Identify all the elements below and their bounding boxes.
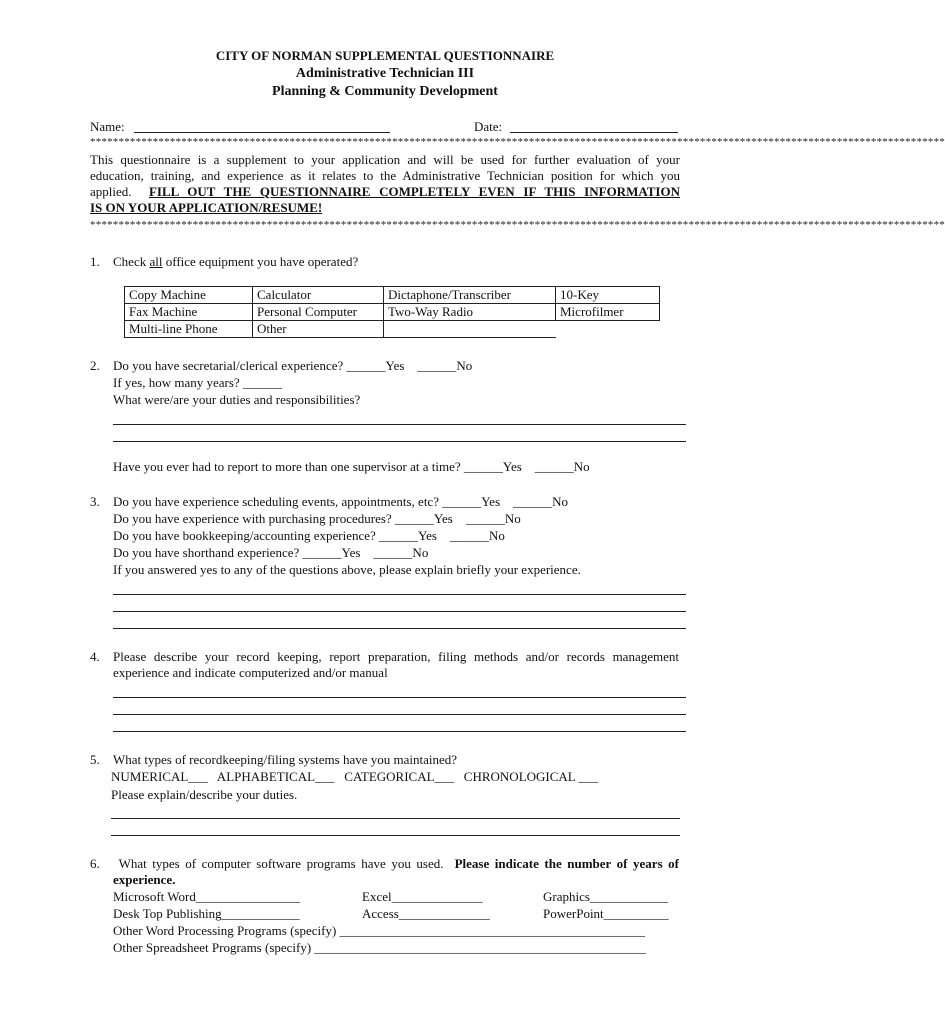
q1-number: 1.	[90, 254, 100, 269]
q6-other-word-processing[interactable]: Other Word Processing Programs (specify) _______________________________________________	[113, 923, 646, 938]
intro-line-2: education, training, and experience as it relates to the Administrative Technician position for which you	[90, 168, 680, 183]
q5-line-1: What types of recordkeeping/filing systems have you maintained?	[113, 752, 458, 767]
intro-instruction-2: IS ON YOUR APPLICATION/RESUME!	[90, 200, 323, 215]
equipment-empty-1	[384, 321, 556, 338]
q1-text-pre: Check	[113, 254, 150, 269]
q6-line-2: experience.	[113, 872, 176, 887]
department-title: Planning & Community Development	[272, 84, 498, 99]
q3-line-1: Do you have experience scheduling events, appointments, etc? ______Yes ______No	[113, 494, 569, 509]
q2-number: 2.	[90, 358, 100, 373]
equipment-copy-machine[interactable]: Copy Machine	[125, 287, 253, 304]
date-label: Date:	[474, 119, 503, 134]
equipment-10-key[interactable]: 10-Key	[556, 287, 660, 304]
name-label: Name:	[90, 119, 125, 134]
intro-instruction: FILL OUT THE QUESTIONNAIRE COMPLETELY EVEN IF THIS INFORMATION	[148, 184, 680, 199]
table-row	[125, 287, 660, 304]
q6-microsoft-word[interactable]: Microsoft Word________________	[113, 889, 300, 904]
q2-answer-line-1[interactable]	[113, 424, 686, 425]
separator-top: ******************************************************************************************************************************************************	[90, 136, 945, 148]
equipment-personal-computer[interactable]: Personal Computer	[253, 304, 384, 321]
q3-answer-line-1[interactable]	[113, 594, 686, 595]
intro-applied: applied.	[90, 184, 132, 199]
office-equipment-table	[124, 286, 660, 338]
q6-line-1	[113, 856, 679, 872]
separator-bottom: ******************************************************************************************************************************************************	[90, 219, 945, 231]
q6-excel[interactable]: Excel______________	[362, 889, 483, 904]
q5-answer-line-2[interactable]	[111, 835, 680, 836]
equipment-two-way-radio[interactable]: Two-Way Radio	[384, 304, 556, 321]
intro-line-1: This questionnaire is a supplement to your application and will be used for further evaluation of your	[90, 152, 680, 167]
equipment-multi-line-phone[interactable]: Multi-line Phone	[125, 321, 253, 338]
q4-answer-line-3[interactable]	[113, 731, 686, 732]
equipment-other[interactable]: Other	[253, 321, 384, 338]
table-row	[125, 321, 660, 338]
q3-line-4: Do you have shorthand experience? ______Yes ______No	[113, 545, 429, 560]
q3-answer-line-2[interactable]	[113, 611, 686, 612]
q2-line-4: Have you ever had to report to more than one supervisor at a time? ______Yes ______No	[113, 459, 590, 474]
q1-text-post: office equipment you have operated?	[162, 254, 359, 269]
q6-powerpoint[interactable]: PowerPoint__________	[543, 906, 669, 921]
q3-number: 3.	[90, 494, 100, 509]
q5-number: 5.	[90, 752, 100, 767]
intro-line-3	[90, 184, 680, 200]
q6-instruction: Please indicate the number of years of	[454, 856, 680, 871]
q2-line-2: If yes, how many years? ______	[113, 375, 282, 390]
table-row	[125, 304, 660, 321]
q4-number: 4.	[90, 649, 100, 664]
q6-number: 6.	[90, 856, 100, 871]
q4-line-1: Please describe your record keeping, report preparation, filing methods and/or records management	[113, 649, 679, 664]
q6-other-spreadsheet[interactable]: Other Spreadsheet Programs (specify) ___________________________________________________	[113, 940, 646, 955]
equipment-dictaphone[interactable]: Dictaphone/Transcriber	[384, 287, 556, 304]
q5-line-3: Please explain/describe your duties.	[111, 787, 298, 802]
position-title: Administrative Technician III	[295, 66, 475, 81]
q6-desktop-publishing[interactable]: Desk Top Publishing____________	[113, 906, 300, 921]
q4-line-2: experience and indicate computerized and/or manual	[113, 665, 388, 680]
q2-line-1: Do you have secretarial/clerical experience? ______Yes ______No	[113, 358, 473, 373]
q5-line-2: NUMERICAL___ ALPHABETICAL___ CATEGORICAL___ CHRONOLOGICAL ___	[111, 769, 599, 784]
q2-answer-line-2[interactable]	[113, 441, 686, 442]
q4-answer-line-1[interactable]	[113, 697, 686, 698]
q1-text-all: all	[149, 254, 163, 269]
q3-line-3: Do you have bookkeeping/accounting experience? ______Yes ______No	[113, 528, 505, 543]
equipment-fax-machine[interactable]: Fax Machine	[125, 304, 253, 321]
q3-line-2: Do you have experience with purchasing procedures? ______Yes ______No	[113, 511, 521, 526]
q6-graphics[interactable]: Graphics____________	[543, 889, 668, 904]
form-title: CITY OF NORMAN SUPPLEMENTAL QUESTIONNAIRE	[215, 48, 555, 63]
q5-answer-line-1[interactable]	[111, 818, 680, 819]
equipment-microfilmer[interactable]: Microfilmer	[556, 304, 660, 321]
date-field[interactable]	[510, 132, 678, 133]
q1-text	[113, 254, 358, 270]
name-field[interactable]	[134, 132, 390, 133]
q3-line-5: If you answered yes to any of the questions above, please explain briefly your experience.	[113, 562, 581, 577]
q4-answer-line-2[interactable]	[113, 714, 686, 715]
equipment-calculator[interactable]: Calculator	[253, 287, 384, 304]
q6-access[interactable]: Access______________	[362, 906, 490, 921]
equipment-empty-2	[556, 321, 660, 338]
q6-question: What types of computer software programs have you used.	[118, 856, 444, 871]
intro-paragraph	[90, 152, 680, 216]
q2-line-3: What were/are your duties and responsibilities?	[113, 392, 361, 407]
q3-answer-line-3[interactable]	[113, 628, 686, 629]
